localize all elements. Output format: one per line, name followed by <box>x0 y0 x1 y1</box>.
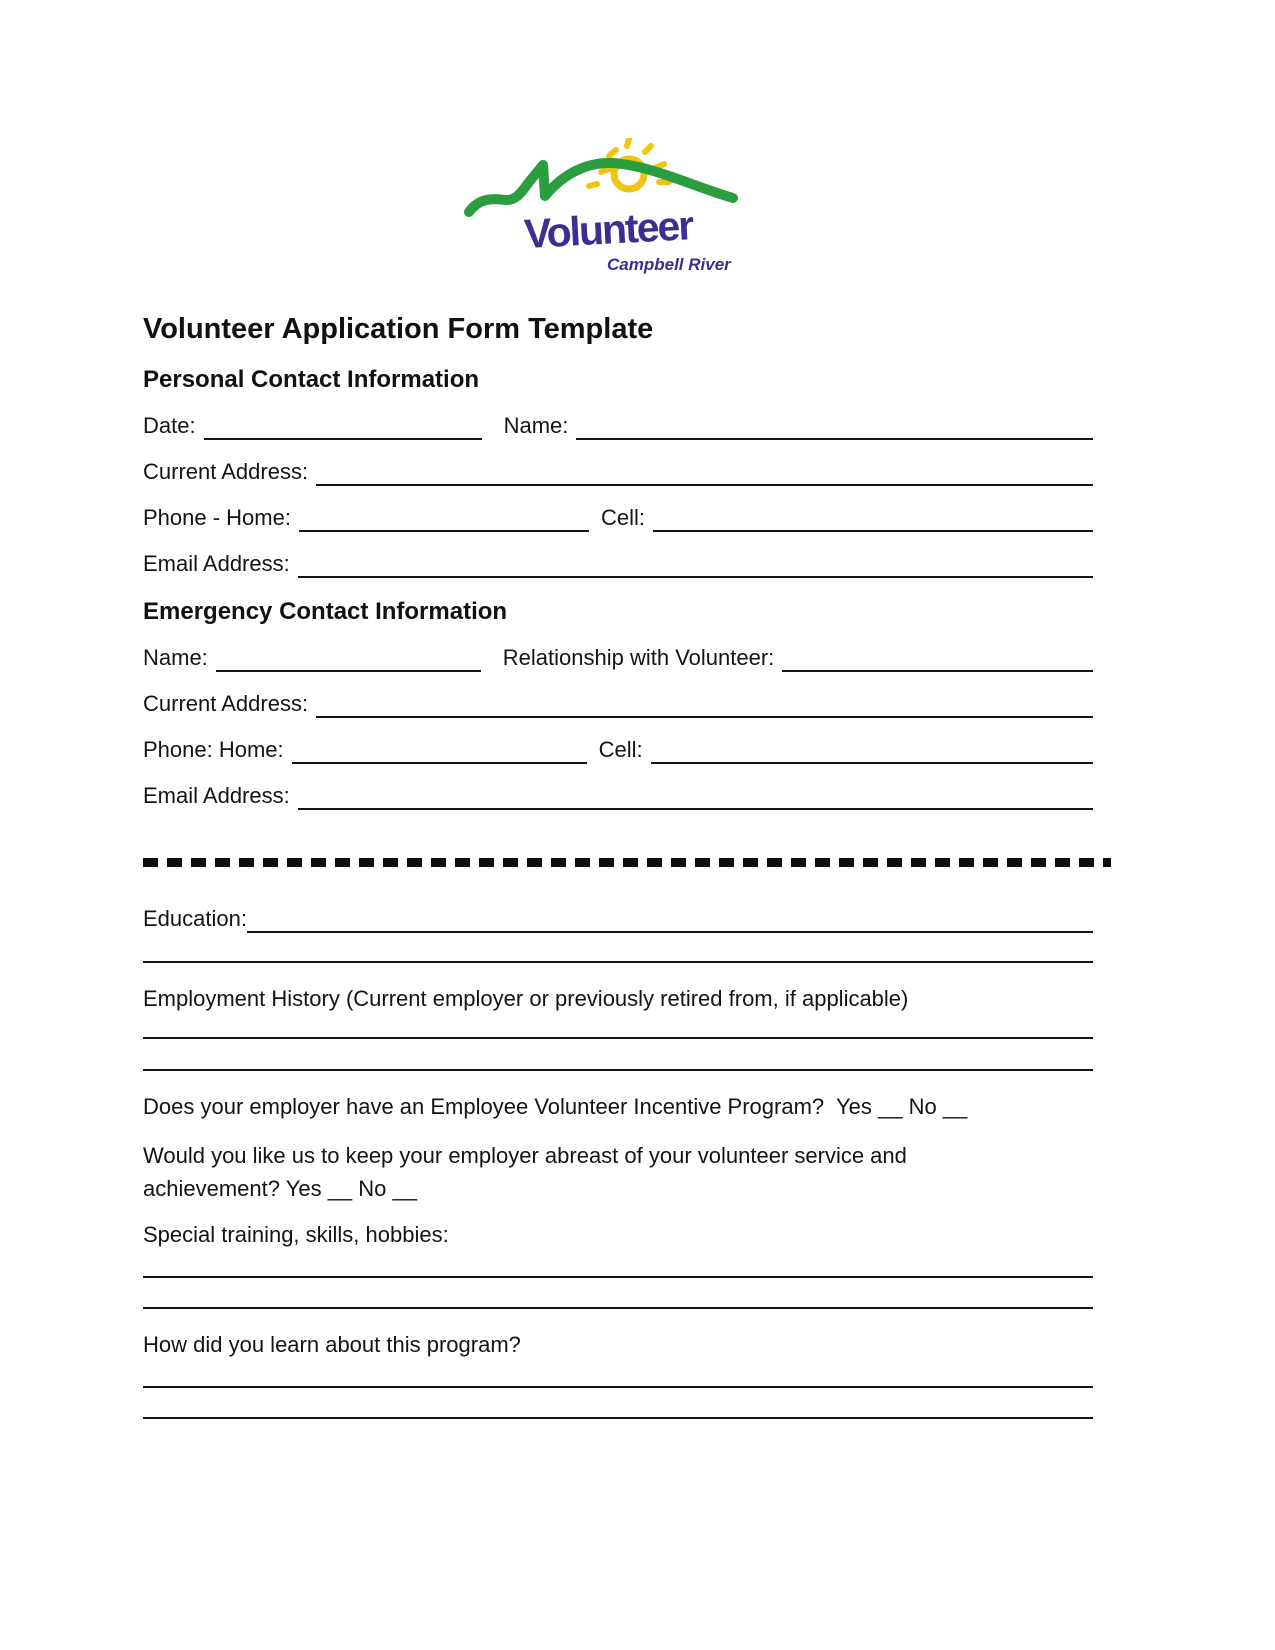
cell-blank <box>653 506 1093 532</box>
relationship-blank <box>782 646 1093 672</box>
relationship-label: Relationship with Volunteer: <box>502 645 775 670</box>
personal-email-row <box>143 550 1093 578</box>
emergency-email-blank <box>298 784 1093 810</box>
emergency-phone-home-label: Phone: Home: <box>143 737 284 762</box>
employment-blank-line-1 <box>143 1013 1093 1039</box>
learn-blank-line-1 <box>143 1359 1093 1388</box>
employer-abreast-question <box>143 1139 1093 1205</box>
employment-history-label: Employment History (Current employer or previously retired from, if applicable) <box>143 986 909 1011</box>
education-label: Education: <box>143 906 247 931</box>
employment-blank-line-2 <box>143 1039 1093 1071</box>
personal-phone-row <box>143 504 1093 532</box>
emergency-phone-row <box>143 736 1093 764</box>
employer-abreast-question-line1: Would you like us to keep your employer abreast of your volunteer service and <box>143 1143 907 1168</box>
personal-address-row <box>143 458 1093 486</box>
date-label: Date: <box>143 413 196 438</box>
education-row <box>143 905 1093 933</box>
volunteer-campbell-river-logo <box>461 138 743 278</box>
incentive-program-question: Does your employer have an Employee Volunteer Incentive Program? Yes __ No __ <box>143 1094 968 1119</box>
name-blank <box>576 414 1093 440</box>
special-training-label: Special training, skills, hobbies: <box>143 1222 449 1247</box>
skills-blank-line-2 <box>143 1278 1093 1309</box>
emergency-address-row <box>143 690 1093 718</box>
current-address-blank <box>316 460 1093 486</box>
employer-abreast-question-line2: achievement? Yes __ No __ <box>143 1176 417 1201</box>
emergency-address-blank <box>316 692 1093 718</box>
skills-blank-line-1 <box>143 1249 1093 1278</box>
learn-blank-line-2 <box>143 1388 1093 1419</box>
date-blank <box>204 414 482 440</box>
emergency-section-heading: Emergency Contact Information <box>143 598 508 625</box>
phone-home-blank <box>299 506 589 532</box>
emergency-email-label: Email Address: <box>143 783 290 808</box>
current-address-label: Current Address: <box>143 459 309 484</box>
emergency-phone-home-blank <box>292 738 587 764</box>
email-address-blank <box>298 552 1093 578</box>
emergency-name-row <box>143 644 1093 672</box>
learn-about-program-question: How did you learn about this program? <box>143 1332 521 1357</box>
cell-label: Cell: <box>600 505 645 530</box>
email-address-label: Email Address: <box>143 551 290 576</box>
emergency-cell-blank <box>651 738 1093 764</box>
dashed-divider <box>143 858 1111 867</box>
emergency-email-row <box>143 782 1093 810</box>
logo-brand-text: Volunteer <box>523 202 694 257</box>
education-blank <box>247 907 1093 933</box>
education-blank-line-2 <box>143 933 1093 963</box>
logo-subbrand-text: Campbell River <box>607 255 731 274</box>
phone-home-label: Phone - Home: <box>143 505 291 530</box>
page-title: Volunteer Application Form Template <box>143 313 654 345</box>
personal-section-heading: Personal Contact Information <box>143 366 480 393</box>
emergency-address-label: Current Address: <box>143 691 309 716</box>
emergency-cell-label: Cell: <box>598 737 643 762</box>
emergency-name-blank <box>216 646 481 672</box>
personal-date-name-row <box>143 412 1093 440</box>
emergency-name-label: Name: <box>143 645 208 670</box>
name-label: Name: <box>503 413 569 438</box>
